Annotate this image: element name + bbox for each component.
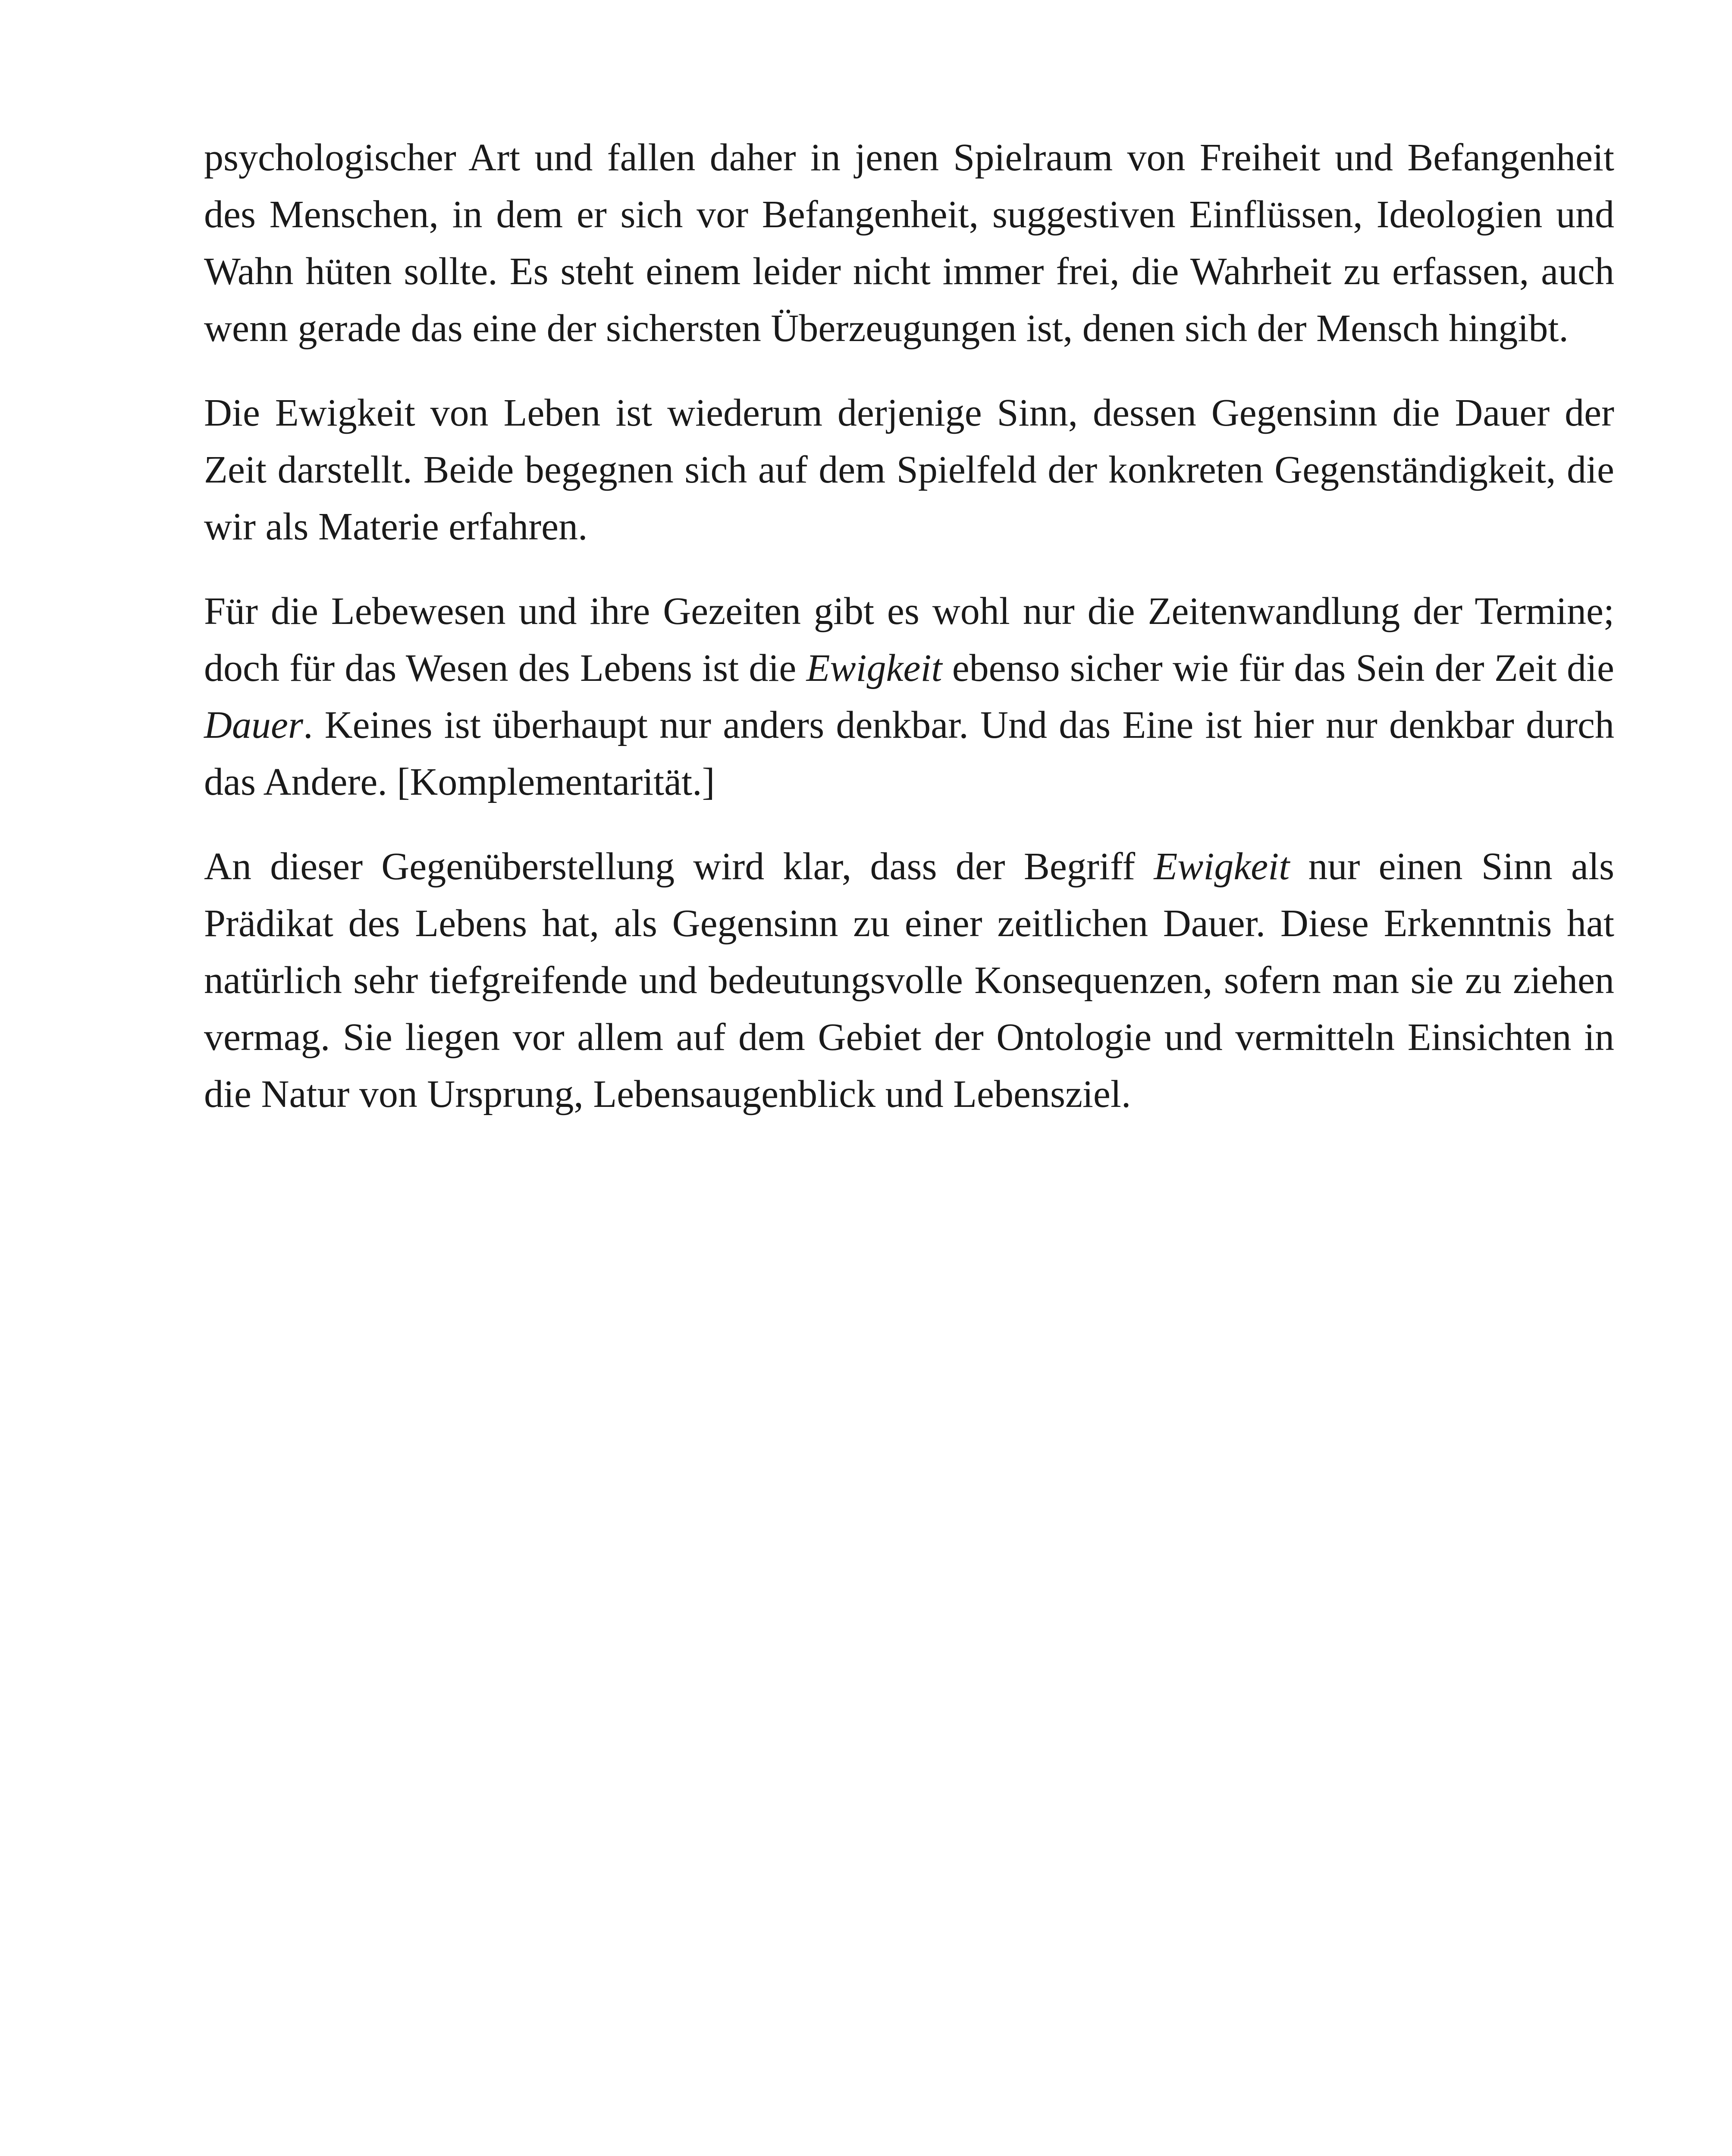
emphasis-ewigkeit: Ewigkeit: [806, 647, 942, 689]
text-segment: nur einen Sinn als Prädikat des Lebens hat, als Gegensinn zu einer zeitlichen Dauer. Diese Erkenntnis hat natürlich sehr tiefgreifende und bedeutungsvolle Konsequenzen, sofern man sie zu ziehen vermag. Sie liegen vor allem auf dem Gebiet der Ontologie und vermitteln Einsichten in die Natur von Ursprung, Lebensaugenblick und Lebensziel.: [204, 845, 1614, 1116]
paragraph-2: [204, 385, 1614, 555]
emphasis-dauer: Dauer: [204, 704, 303, 746]
emphasis-ewigkeit: Ewigkeit: [1154, 845, 1290, 888]
text-segment: Die Ewigkeit von Leben ist wiederum derjenige Sinn, dessen Gegensinn die Dauer der Zeit darstellt. Beide begegnen sich auf dem Spielfeld der konkreten Gegenständigkeit, die wir als Materie erfahren.: [204, 392, 1614, 548]
paragraph-1: [204, 129, 1614, 357]
text-segment: An dieser Gegenüberstellung wird klar, dass der Begriff: [204, 845, 1154, 888]
text-segment: Für die Lebewesen und ihre Gezeiten gibt es wohl nur die Zeitenwandlung der Termine; doch für das Wesen des Lebens ist die: [204, 590, 1614, 689]
text-segment: psychologischer Art und fallen daher in jenen Spielraum von Freiheit und Befangenheit des Menschen, in dem er sich vor Befangenheit, suggestiven Einflüssen, Ideologien und Wahn hüten sollte. Es steht einem leider nicht immer frei, die Wahrheit zu erfassen, auch wenn gerade das eine der sichersten Überzeugungen ist, denen sich der Mensch hingibt.: [204, 136, 1614, 350]
paragraph-3: [204, 583, 1614, 811]
body-text: [204, 129, 1614, 1150]
paragraph-4: [204, 838, 1614, 1123]
text-segment: . Keines ist überhaupt nur anders denkbar. Und das Eine ist hier nur denkbar durch das Andere. [Komplementarität.]: [204, 704, 1614, 803]
text-segment: ebenso sicher wie für das Sein der Zeit die: [942, 647, 1614, 689]
